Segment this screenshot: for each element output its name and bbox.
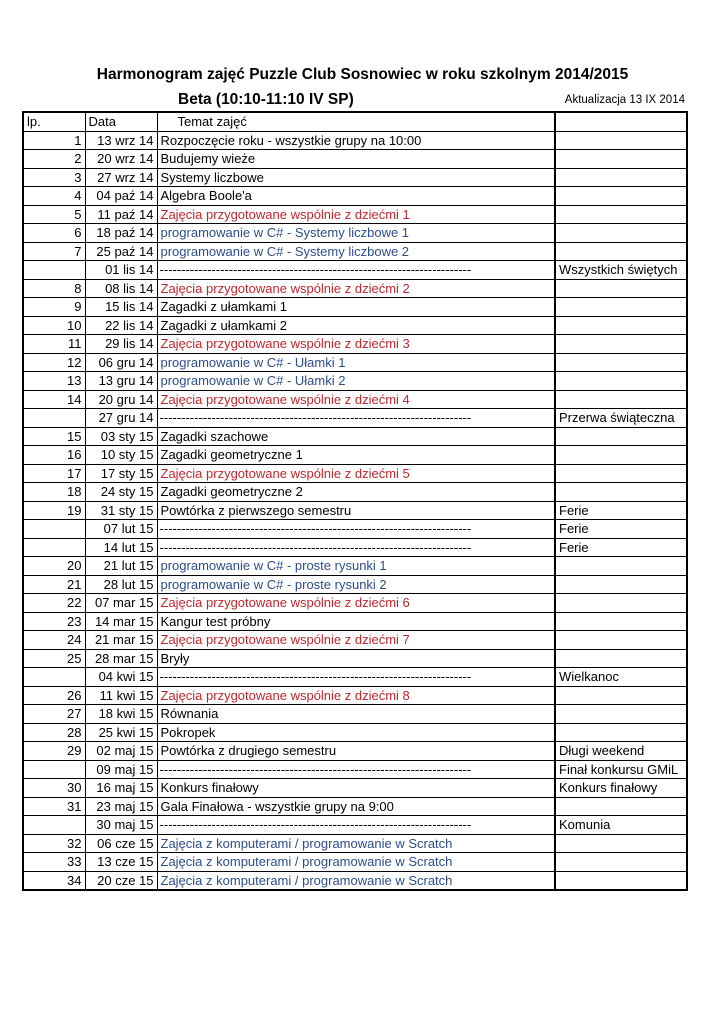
row-topic: Pokropek [157,723,555,742]
row-lp: 10 [23,316,85,335]
table-row [23,705,687,724]
row-topic: Zajęcia przygotowane wspólnie z dziećmi 4 [157,390,555,409]
row-date: 04 kwi 15 [85,668,157,687]
row-date: 21 lut 15 [85,557,157,576]
row-date: 11 kwi 15 [85,686,157,705]
row-note [555,557,687,576]
row-note [555,797,687,816]
row-topic: Zagadki szachowe [157,427,555,446]
table-row [23,335,687,354]
row-topic: Zagadki z ułamkami 2 [157,316,555,335]
row-topic: Kangur test próbny [157,612,555,631]
row-date: 15 lis 14 [85,298,157,317]
row-date: 18 paź 14 [85,224,157,243]
row-lp [23,816,85,835]
row-lp: 17 [23,464,85,483]
row-lp: 25 [23,649,85,668]
row-note [555,298,687,317]
row-lp: 32 [23,834,85,853]
row-note [555,464,687,483]
row-date: 11 paź 14 [85,205,157,224]
row-topic: Zagadki geometryczne 1 [157,446,555,465]
row-lp [23,668,85,687]
row-lp: 8 [23,279,85,298]
row-note [555,187,687,206]
table-row [23,187,687,206]
row-date: 23 maj 15 [85,797,157,816]
row-lp: 2 [23,150,85,169]
table-row [23,224,687,243]
row-lp: 22 [23,594,85,613]
row-topic: programowanie w C# - Systemy liczbowe 1 [157,224,555,243]
row-date: 01 lis 14 [85,261,157,280]
row-date: 07 lut 15 [85,520,157,539]
table-row [23,649,687,668]
row-date: 30 maj 15 [85,816,157,835]
row-note [555,649,687,668]
row-note [555,224,687,243]
row-lp [23,760,85,779]
row-lp: 19 [23,501,85,520]
table-row [23,760,687,779]
row-lp [23,261,85,280]
table-row [23,279,687,298]
row-lp: 11 [23,335,85,354]
row-note [555,279,687,298]
row-topic: Zagadki geometryczne 2 [157,483,555,502]
row-lp: 21 [23,575,85,594]
table-row [23,557,687,576]
row-topic: Konkurs finałowy [157,779,555,798]
row-topic: programowanie w C# - Ułamki 2 [157,372,555,391]
row-topic: ------------------------------------------------------------------------ [157,538,555,557]
header-lp: lp. [23,112,85,131]
row-note [555,205,687,224]
row-date: 14 mar 15 [85,612,157,631]
table-row [23,797,687,816]
row-date: 07 mar 15 [85,594,157,613]
row-note [555,705,687,724]
row-note: Przerwa świąteczna [555,409,687,428]
table-row [23,575,687,594]
row-date: 03 sty 15 [85,427,157,446]
schedule-table [22,111,688,891]
row-lp: 18 [23,483,85,502]
row-note [555,168,687,187]
row-date: 10 sty 15 [85,446,157,465]
row-date: 09 maj 15 [85,760,157,779]
table-row [23,483,687,502]
row-lp: 24 [23,631,85,650]
row-lp: 30 [23,779,85,798]
row-date: 28 lut 15 [85,575,157,594]
table-row [23,427,687,446]
row-topic: Zajęcia przygotowane wspólnie z dziećmi 1 [157,205,555,224]
row-note [555,612,687,631]
row-lp: 34 [23,871,85,890]
table-row [23,816,687,835]
row-lp: 26 [23,686,85,705]
row-note: Długi weekend [555,742,687,761]
row-date: 04 paź 14 [85,187,157,206]
row-lp: 28 [23,723,85,742]
row-lp: 12 [23,353,85,372]
row-note [555,834,687,853]
header-date: Data [85,112,157,131]
table-row [23,594,687,613]
row-topic: Zajęcia przygotowane wspólnie z dziećmi 5 [157,464,555,483]
row-note: Wszystkich świętych [555,261,687,280]
row-lp: 16 [23,446,85,465]
table-row [23,631,687,650]
table-row [23,686,687,705]
row-note: Ferie [555,501,687,520]
row-topic: Zajęcia przygotowane wspólnie z dziećmi 3 [157,335,555,354]
row-note: Ferie [555,520,687,539]
row-topic: ------------------------------------------------------------------------ [157,668,555,687]
header-note [555,112,687,131]
row-note [555,427,687,446]
row-lp [23,538,85,557]
row-date: 24 sty 15 [85,483,157,502]
row-topic: ------------------------------------------------------------------------ [157,261,555,280]
row-note [555,150,687,169]
table-row [23,409,687,428]
row-date: 20 wrz 14 [85,150,157,169]
row-topic: Zajęcia z komputerami / programowanie w Scratch [157,834,555,853]
row-lp: 15 [23,427,85,446]
row-topic: Zagadki z ułamkami 1 [157,298,555,317]
table-row [23,168,687,187]
row-topic: ------------------------------------------------------------------------ [157,409,555,428]
table-row [23,520,687,539]
row-date: 27 gru 14 [85,409,157,428]
row-date: 06 gru 14 [85,353,157,372]
row-note [555,723,687,742]
row-date: 14 lut 15 [85,538,157,557]
row-lp: 27 [23,705,85,724]
row-topic: Systemy liczbowe [157,168,555,187]
row-lp: 5 [23,205,85,224]
row-date: 06 cze 15 [85,834,157,853]
row-topic: ------------------------------------------------------------------------ [157,816,555,835]
table-row [23,668,687,687]
row-lp: 14 [23,390,85,409]
row-date: 13 wrz 14 [85,131,157,150]
row-lp: 29 [23,742,85,761]
row-date: 27 wrz 14 [85,168,157,187]
row-topic: ------------------------------------------------------------------------ [157,760,555,779]
row-topic: Zajęcia przygotowane wspólnie z dziećmi 7 [157,631,555,650]
row-topic: Zajęcia przygotowane wspólnie z dziećmi 2 [157,279,555,298]
row-note [555,372,687,391]
row-lp: 20 [23,557,85,576]
table-row [23,853,687,872]
row-lp: 4 [23,187,85,206]
row-topic: programowanie w C# - proste rysunki 2 [157,575,555,594]
row-lp: 1 [23,131,85,150]
row-topic: Bryły [157,649,555,668]
row-note [555,446,687,465]
row-date: 31 sty 15 [85,501,157,520]
row-note [555,390,687,409]
table-row [23,742,687,761]
row-lp: 6 [23,224,85,243]
table-row [23,353,687,372]
row-topic: ------------------------------------------------------------------------ [157,520,555,539]
table-row [23,464,687,483]
row-lp [23,409,85,428]
row-note [555,131,687,150]
row-date: 13 gru 14 [85,372,157,391]
row-date: 25 paź 14 [85,242,157,261]
row-lp: 7 [23,242,85,261]
update-date: Aktualizacja 13 IX 2014 [564,94,685,106]
table-row [23,242,687,261]
row-lp: 23 [23,612,85,631]
row-date: 20 cze 15 [85,871,157,890]
row-lp: 31 [23,797,85,816]
table-row [23,372,687,391]
row-note: Konkurs finałowy [555,779,687,798]
row-note: Ferie [555,538,687,557]
row-date: 28 mar 15 [85,649,157,668]
row-date: 13 cze 15 [85,853,157,872]
row-lp [23,520,85,539]
table-row [23,298,687,317]
row-topic: Gala Finałowa - wszystkie grupy na 9:00 [157,797,555,816]
row-topic: Równania [157,705,555,724]
row-topic: programowanie w C# - proste rysunki 1 [157,557,555,576]
row-date: 25 kwi 15 [85,723,157,742]
row-topic: Budujemy wieże [157,150,555,169]
row-topic: Zajęcia z komputerami / programowanie w Scratch [157,871,555,890]
row-topic: Zajęcia z komputerami / programowanie w Scratch [157,853,555,872]
row-date: 17 sty 15 [85,464,157,483]
table-row [23,834,687,853]
row-note: Komunia [555,816,687,835]
row-note [555,335,687,354]
table-row [23,261,687,280]
group-subtitle: Beta (10:10-11:10 IV SP) [178,91,354,108]
table-row [23,150,687,169]
row-note [555,316,687,335]
row-lp: 3 [23,168,85,187]
table-row [23,612,687,631]
row-date: 18 kwi 15 [85,705,157,724]
row-lp: 9 [23,298,85,317]
table-row [23,131,687,150]
row-note [555,575,687,594]
row-topic: Rozpoczęcie roku - wszystkie grupy na 10:00 [157,131,555,150]
table-row [23,390,687,409]
table-row [23,205,687,224]
row-date: 21 mar 15 [85,631,157,650]
row-topic: Zajęcia przygotowane wspólnie z dziećmi 6 [157,594,555,613]
table-row [23,538,687,557]
row-date: 22 lis 14 [85,316,157,335]
table-row [23,316,687,335]
row-topic: Algebra Boole'a [157,187,555,206]
header-topic: Temat zajęć [157,112,555,131]
row-date: 02 maj 15 [85,742,157,761]
row-topic: Powtórka z drugiego semestru [157,742,555,761]
row-note [555,594,687,613]
row-topic: Powtórka z pierwszego semestru [157,501,555,520]
row-note: Finał konkursu GMiL [555,760,687,779]
row-topic: Zajęcia przygotowane wspólnie z dziećmi 8 [157,686,555,705]
table-row [23,501,687,520]
row-note [555,853,687,872]
row-topic: programowanie w C# - Systemy liczbowe 2 [157,242,555,261]
table-row [23,779,687,798]
row-date: 29 lis 14 [85,335,157,354]
row-note [555,871,687,890]
row-note [555,353,687,372]
row-date: 20 gru 14 [85,390,157,409]
table-header-row [23,112,687,131]
row-date: 16 maj 15 [85,779,157,798]
row-note [555,631,687,650]
row-note [555,686,687,705]
row-lp: 13 [23,372,85,391]
table-row [23,446,687,465]
row-topic: programowanie w C# - Ułamki 1 [157,353,555,372]
row-note [555,242,687,261]
row-lp: 33 [23,853,85,872]
table-row [23,871,687,890]
row-note [555,483,687,502]
page-title: Harmonogram zajęć Puzzle Club Sosnowiec w roku szkolnym 2014/2015 [96,66,629,83]
table-row [23,723,687,742]
row-note: Wielkanoc [555,668,687,687]
row-date: 08 lis 14 [85,279,157,298]
